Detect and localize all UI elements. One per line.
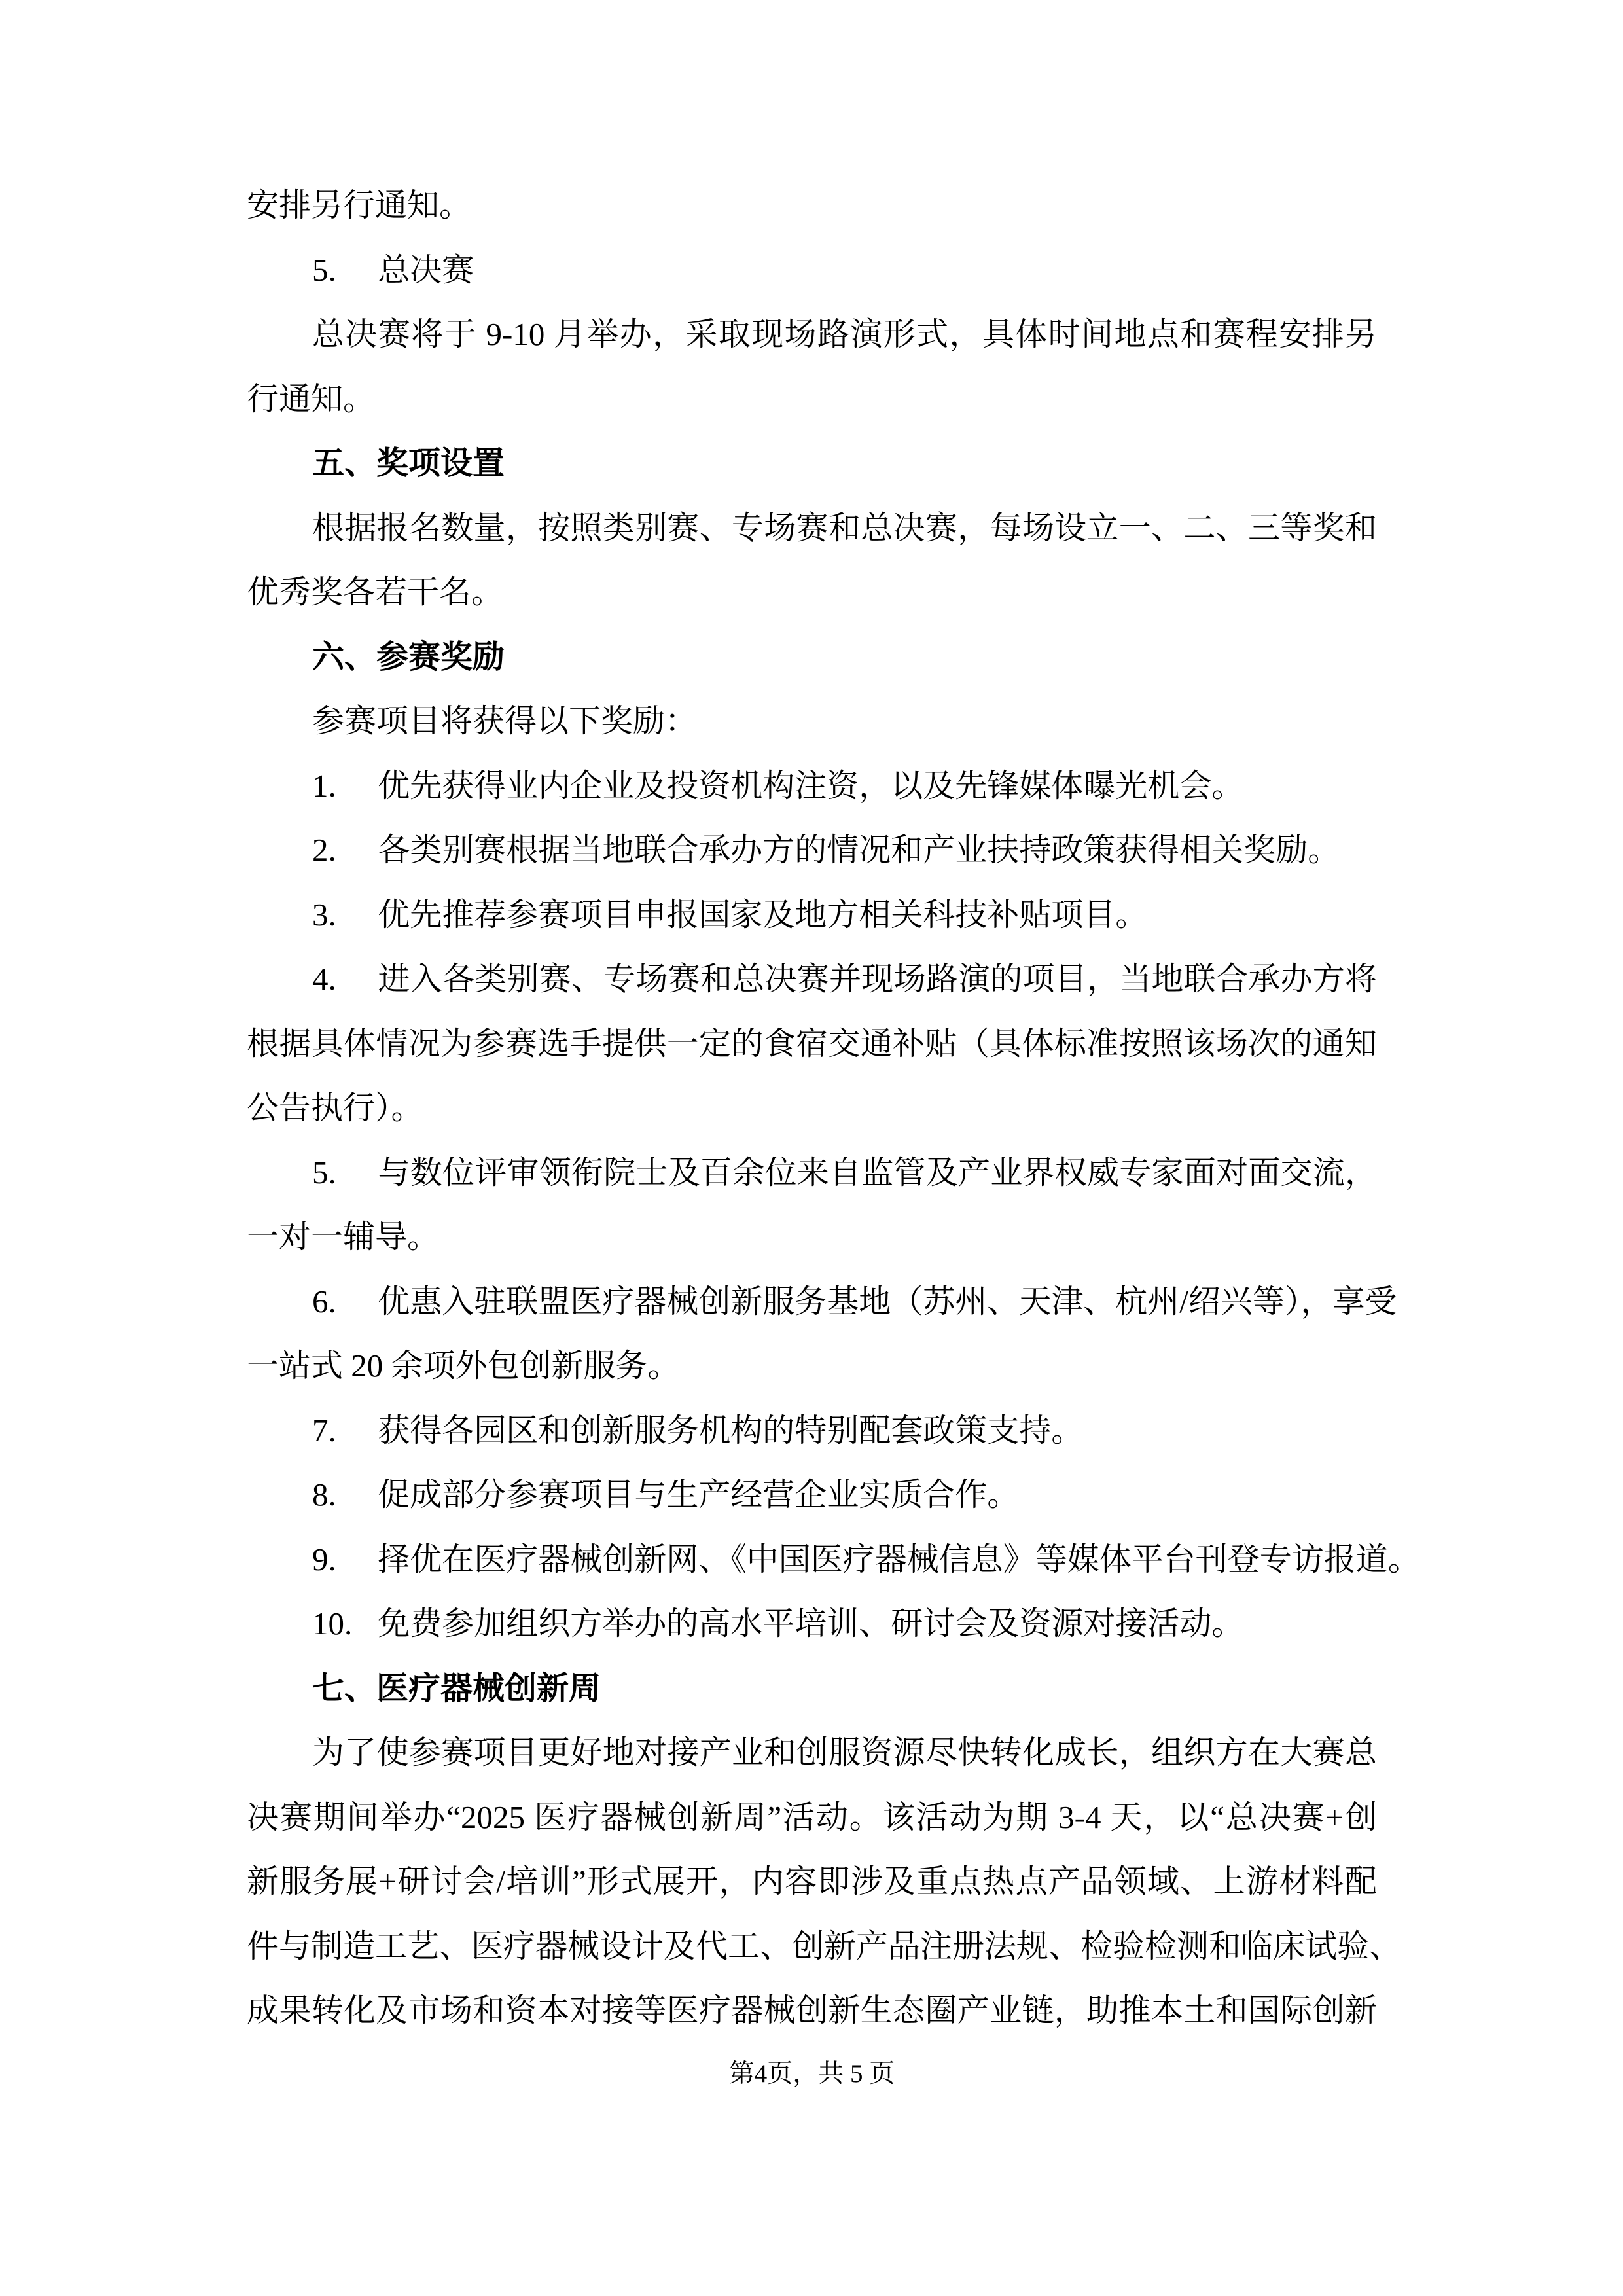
line-text: 成果转化及市场和资本对接等医疗器械创新生态圈产业链，助推本土和国际创新	[247, 1992, 1377, 2028]
line-text: 一站式 20 余项外包创新服务。	[247, 1348, 680, 1384]
text-line	[247, 1721, 1377, 1785]
text-line	[247, 1012, 1377, 1077]
list-item-line	[247, 238, 1377, 303]
text-line	[247, 302, 1377, 367]
text-line	[247, 1979, 1377, 2043]
text-line	[247, 173, 1377, 238]
page-footer: 第4页，共 5 页	[728, 2060, 895, 2088]
list-number: 3.	[312, 896, 336, 933]
text-line	[247, 1205, 1377, 1270]
line-text: 免费参加组织方举办的高水平培训、研讨会及资源对接活动。	[378, 1605, 1244, 1641]
line-text: 各类别赛根据当地联合承办方的情况和产业扶持政策获得相关奖励。	[378, 832, 1340, 868]
line-text: 获得各园区和创新服务机构的特别配套政策支持。	[378, 1412, 1084, 1448]
text-line	[247, 560, 1377, 625]
section-heading	[247, 431, 1377, 496]
line-text: 为了使参赛项目更好地对接产业和创服资源尽快转化成长，组织方在大赛总	[312, 1734, 1377, 1770]
list-item-line	[247, 1399, 1377, 1463]
line-text: 七、医疗器械创新周	[312, 1670, 601, 1706]
list-item-line	[247, 754, 1377, 819]
list-item-line	[247, 1592, 1377, 1657]
line-text: 与数位评审领衔院士及百余位来自监管及产业界权威专家面对面交流，	[378, 1154, 1377, 1191]
section-heading	[247, 625, 1377, 690]
text-line	[247, 496, 1377, 561]
list-number: 5.	[312, 251, 336, 288]
line-text: 根据报名数量，按照类别赛、专场赛和总决赛，每场设立一、二、三等奖和	[312, 509, 1377, 546]
list-number: 9.	[312, 1541, 336, 1577]
line-text: 安排另行通知。	[247, 187, 472, 223]
list-item-line	[247, 1528, 1420, 1592]
text-line	[247, 1076, 1377, 1141]
list-item-line	[247, 1270, 1397, 1335]
line-text: 行通知。	[247, 380, 376, 417]
line-text: 总决赛	[378, 251, 474, 288]
list-number: 7.	[312, 1412, 336, 1448]
line-text: 总决赛将于 9-10 月举办，采取现场路演形式，具体时间地点和赛程安排另	[312, 316, 1377, 352]
list-number: 1.	[312, 767, 336, 804]
line-text: 一对一辅导。	[247, 1219, 440, 1255]
list-number: 10.	[312, 1605, 353, 1641]
line-text: 参赛项目将获得以下奖励：	[312, 703, 698, 739]
section-heading	[247, 1657, 1377, 1721]
list-number: 4.	[312, 961, 336, 997]
list-number: 6.	[312, 1283, 336, 1319]
list-item-line	[247, 1141, 1377, 1206]
text-line	[247, 1850, 1377, 1914]
line-text: 优秀奖各若干名。	[247, 574, 504, 610]
line-text: 择优在医疗器械创新网、《中国医疗器械信息》等媒体平台刊登专访报道。	[378, 1541, 1420, 1577]
line-text: 优惠入驻联盟医疗器械创新服务基地（苏州、天津、杭州/绍兴等），享受	[378, 1283, 1397, 1319]
text-line	[247, 1334, 1377, 1399]
document-body	[247, 173, 1420, 2043]
line-text: 公告执行）。	[247, 1090, 423, 1126]
text-line	[247, 367, 1377, 432]
line-text: 优先推荐参赛项目申报国家及地方相关科技补贴项目。	[378, 896, 1148, 933]
list-item-line	[247, 883, 1377, 948]
line-text: 决赛期间举办“2025 医疗器械创新周”活动。该活动为期 3-4 天，以“总决赛+创	[247, 1799, 1377, 1835]
line-text: 根据具体情况为参赛选手提供一定的食宿交通补贴（具体标准按照该场次的通知	[247, 1025, 1377, 1062]
list-item-line	[247, 947, 1377, 1012]
line-text: 优先获得业内企业及投资机构注资，以及先锋媒体曝光机会。	[378, 767, 1244, 804]
list-number: 2.	[312, 832, 336, 868]
line-text: 进入各类别赛、专场赛和总决赛并现场路演的项目，当地联合承办方将	[378, 961, 1377, 997]
text-line	[247, 1914, 1402, 1979]
text-line	[247, 1785, 1377, 1850]
list-number: 5.	[312, 1154, 336, 1191]
text-line	[247, 689, 1377, 754]
line-text: 件与制造工艺、医疗器械设计及代工、创新产品注册法规、检验检测和临床试验、	[247, 1928, 1402, 1964]
line-text: 六、参赛奖励	[312, 639, 505, 675]
list-item-line	[247, 1463, 1377, 1528]
line-text: 五、奖项设置	[312, 446, 505, 481]
line-text: 新服务展+研讨会/培训”形式展开，内容即涉及重点热点产品领域、上游材料配	[247, 1863, 1377, 1899]
list-number: 8.	[312, 1477, 336, 1513]
list-item-line	[247, 818, 1377, 883]
line-text: 促成部分参赛项目与生产经营企业实质合作。	[378, 1477, 1020, 1513]
